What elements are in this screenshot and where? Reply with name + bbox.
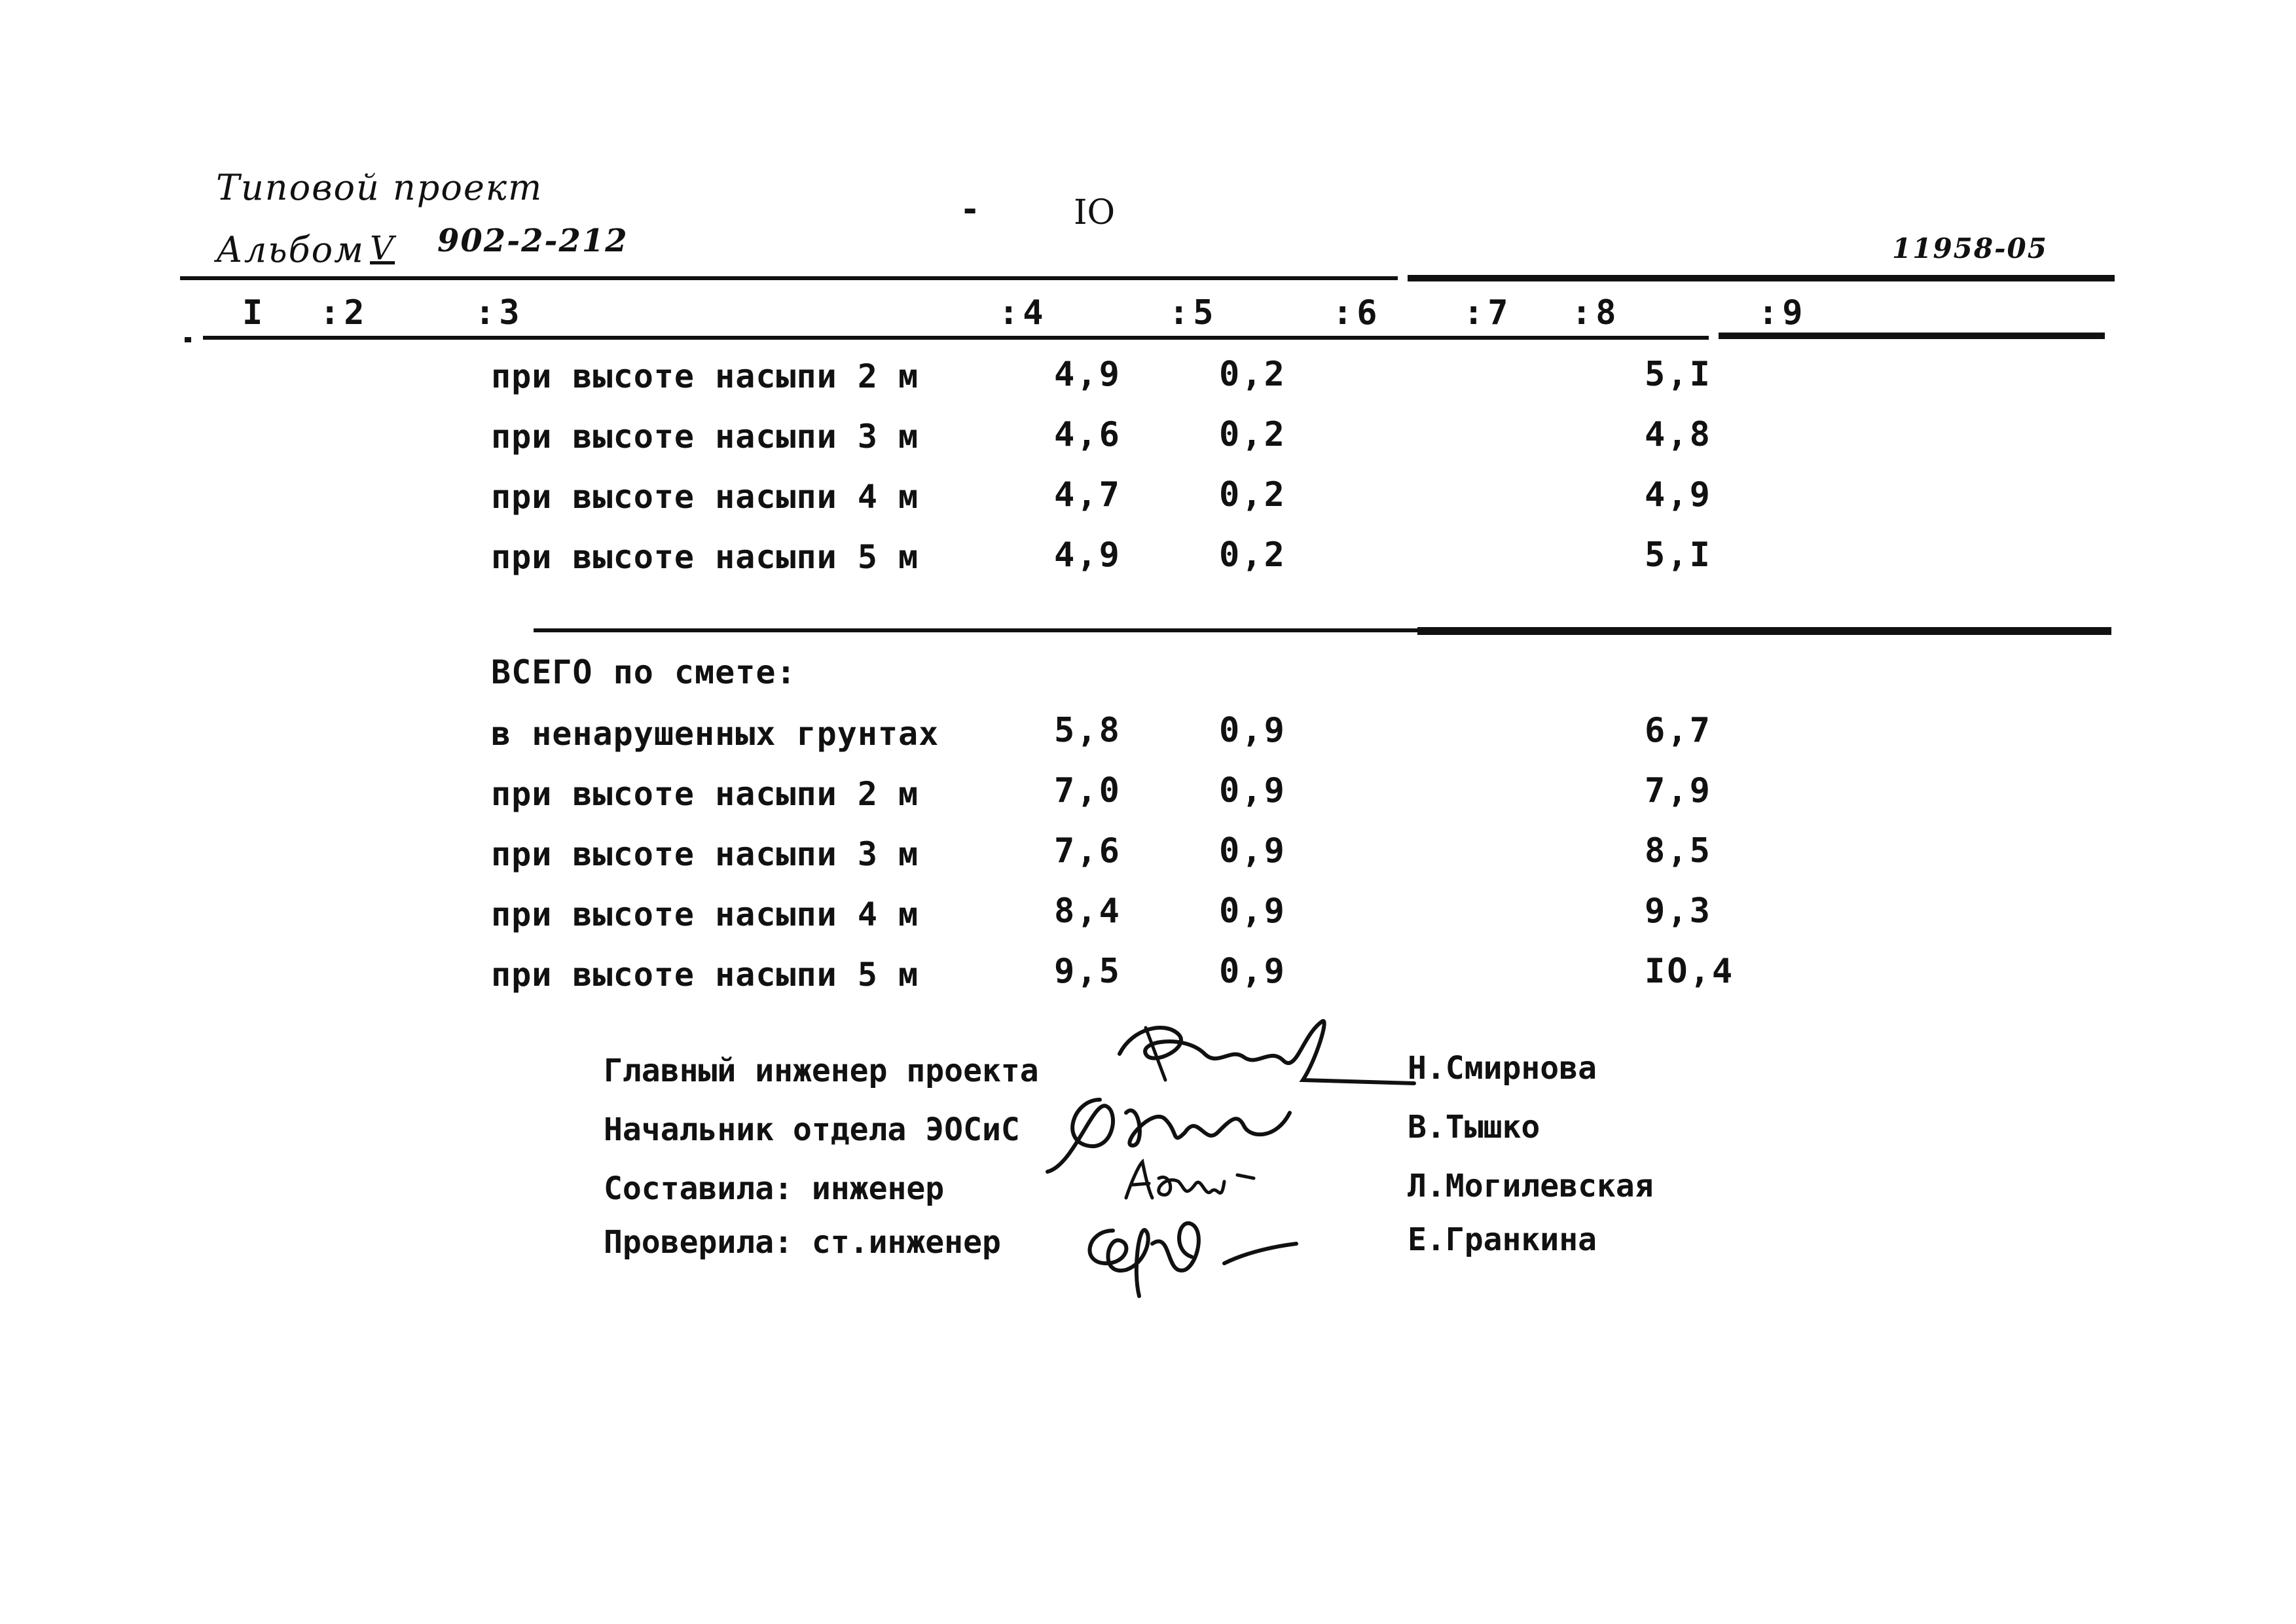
section-rule-right <box>1417 627 2111 635</box>
row-label: при высоте насыпи 2 м <box>491 357 919 395</box>
total-heading: ВСЕГО по смете: <box>491 653 797 691</box>
header-rule-dot <box>185 337 191 342</box>
row-c8: 5,I <box>1645 355 1712 394</box>
row-c5: 0,2 <box>1219 355 1286 394</box>
row-label: при высоте насыпи 5 м <box>491 956 919 994</box>
signature-mark-checker <box>1074 1204 1309 1309</box>
row-label: при высоте насыпи 4 м <box>491 478 919 516</box>
top-rule-right <box>1408 275 2115 281</box>
row-c5: 0,2 <box>1219 535 1286 575</box>
row-c4: 4,7 <box>1054 475 1121 514</box>
row-c4: 5,8 <box>1054 711 1121 750</box>
row-c5: 0,9 <box>1219 831 1286 871</box>
row-label: при высоте насыпи 2 м <box>491 775 919 813</box>
row-c5: 0,9 <box>1219 952 1286 991</box>
signature-mark-chief-engineer <box>1106 1008 1421 1100</box>
page-number: IO <box>1074 193 1116 232</box>
signature-name: Л.Могилевская <box>1408 1168 1654 1204</box>
signature-name: В.Тышко <box>1408 1109 1540 1146</box>
album-number: V <box>370 229 395 267</box>
col-3: :3 <box>475 293 524 333</box>
row-c8: 4,9 <box>1645 475 1712 514</box>
signature-name: Е.Гранкина <box>1408 1221 1597 1258</box>
row-c4: 8,4 <box>1054 892 1121 931</box>
col-4: :4 <box>998 293 1048 333</box>
row-c4: 4,9 <box>1054 355 1121 394</box>
project-code: 902-2-212 <box>437 223 629 259</box>
row-c8: 6,7 <box>1645 711 1712 750</box>
signature-role: Главный инженер проекта <box>604 1053 1039 1089</box>
row-c5: 0,2 <box>1219 415 1286 454</box>
row-c4: 7,0 <box>1054 771 1121 810</box>
header-rule-left <box>203 336 1709 340</box>
header-rule-right <box>1719 333 2105 339</box>
row-c5: 0,9 <box>1219 711 1286 750</box>
row-c8: 5,I <box>1645 535 1712 575</box>
row-c8: 4,8 <box>1645 415 1712 454</box>
row-label: при высоте насыпи 3 м <box>491 418 919 456</box>
row-c8: 7,9 <box>1645 771 1712 810</box>
col-9: :9 <box>1758 293 1807 333</box>
row-c4: 7,6 <box>1054 831 1121 871</box>
signature-role: Проверила: ст.инженер <box>604 1224 1001 1261</box>
col-2: :2 <box>319 293 369 333</box>
col-8: :8 <box>1571 293 1620 333</box>
row-c5: 0,2 <box>1219 475 1286 514</box>
row-c8: 9,3 <box>1645 892 1712 931</box>
col-5: :5 <box>1169 293 1218 333</box>
signature-role: Составила: инженер <box>604 1170 945 1207</box>
row-label: при высоте насыпи 3 м <box>491 835 919 873</box>
row-c4: 4,6 <box>1054 415 1121 454</box>
row-c4: 4,9 <box>1054 535 1121 575</box>
row-label: при высоте насыпи 5 м <box>491 538 919 576</box>
section-rule-left <box>534 628 1417 632</box>
row-c4: 9,5 <box>1054 952 1121 991</box>
project-line: Типовой проект <box>216 167 543 208</box>
col-1: I <box>242 293 267 333</box>
col-6: :6 <box>1332 293 1381 333</box>
signature-mark-compiler <box>1113 1152 1270 1211</box>
col-7: :7 <box>1463 293 1512 333</box>
row-c5: 0,9 <box>1219 771 1286 810</box>
row-c5: 0,9 <box>1219 892 1286 931</box>
row-label: при высоте насыпи 4 м <box>491 895 919 933</box>
top-rule-left <box>180 276 1398 280</box>
signature-name: Н.Смирнова <box>1408 1050 1597 1087</box>
sheet-code: 11958-05 <box>1892 232 2048 264</box>
page-dash: - <box>960 190 981 229</box>
row-c8: 8,5 <box>1645 831 1712 871</box>
row-c8: IO,4 <box>1645 952 1735 991</box>
signature-role: Начальник отдела ЭОСиС <box>604 1111 1020 1148</box>
row-label: в ненарушенных грунтах <box>491 715 939 753</box>
album-label: Альбом <box>216 229 365 270</box>
